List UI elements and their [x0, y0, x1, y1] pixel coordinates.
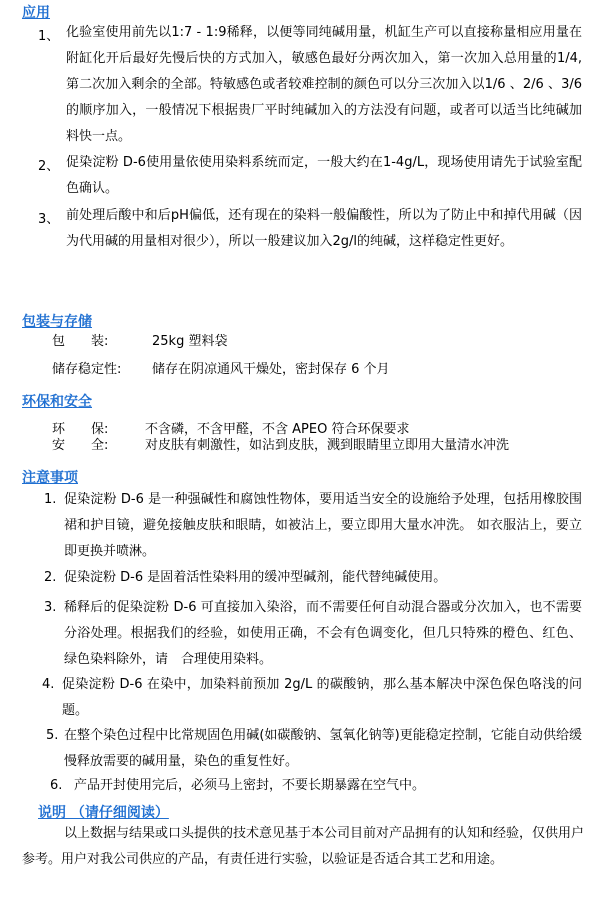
notes-item-4-text: 促染淀粉 D-6 在染中，加染料前预加 2g/L 的碳酸钠，那么基本解决中深色保色咯浅的问题。 — [62, 677, 582, 718]
storage-value: 储存在阴凉通风干燥处，密封保存 6 个月 — [152, 362, 390, 377]
packaging-label: 包 装: — [52, 334, 109, 349]
packaging-heading: 包装与存储 — [22, 314, 92, 330]
env-value: 不含磷，不含甲醛，不含 APEO 符合环保要求 — [145, 422, 410, 437]
notes-item-3-text: 稀释后的促染淀粉 D-6 可直接加入染浴，而不需要任何自动混合器或分次加入，也不需要分浴处理。根据我们的经验，如使用正确，不会有色调变化，但几只特殊的橙色、红色、绿色染料除外，请 合理使用染料。 — [64, 600, 582, 667]
usage-item-3-text: 前处理后酸中和后pH偏低，还有现在的染料一般偏酸性，所以为了防止中和掉代用碱（因为代用碱的用量相对很少），所以一般建议加入2g/l的纯碱，这样稳定性更好。 — [66, 208, 582, 249]
disclaimer-heading: 说明 （请仔细阅读） — [38, 805, 169, 821]
usage-item-2-text: 促染淀粉 D-6使用量依使用染料系统而定，一般大约在1-4g/L，现场使用请先于试验室配色确认。 — [66, 155, 582, 196]
notes-item-2-text: 促染淀粉 D-6 是固着活性染料用的缓冲型碱剂，能代替纯碱使用。 — [64, 570, 447, 585]
disclaimer-text: 以上数据与结果或口头提供的技术意见基于本公司目前对产品拥有的认知和经验，仅供用户参考。用户对我公司供应的产品，有责任进行实验，以验证是否适合其工艺和用途。 — [22, 826, 585, 867]
env-label: 环 保: — [52, 422, 109, 437]
notes-item-2-number: 2. — [44, 570, 57, 585]
usage-item-3-number: 3、 — [38, 212, 60, 227]
usage-item-1-text: 化验室使用前先以1:7 - 1:9稀释，以便等同纯碱用量，机缸生产可以直接称量相应用量在附缸化开后最好先慢后快的方式加入，敏感色最好分两次加入，第一次加入总用量的1/4,第二次加入剩余的全部。特敏感色或者较难控制的颜色可以分三次加入以1/6 、2/6 、3/6的顺序加入，一般情况下根据贵厂平时纯碱加入的方法没有问题，或者可以适当比纯碱加料快一点。 — [66, 25, 582, 144]
usage-heading: 应用 — [22, 5, 50, 21]
notes-item-1-text: 促染淀粉 D-6 是一种强碱性和腐蚀性物体，要用适当安全的设施给予处理，包括用橡胶围裙和护目镜，避免接触皮肤和眼睛，如被沾上，要立即用大量水冲洗。 如衣服沾上，要立即更换并喷淋。 — [64, 492, 582, 559]
notes-item-1-number: 1. — [44, 492, 57, 507]
notes-heading: 注意事项 — [22, 470, 78, 486]
notes-item-6-number: 6. — [50, 778, 63, 793]
safety-value: 对皮肤有刺激性，如沾到皮肤，溅到眼睛里立即用大量清水冲洗 — [145, 438, 510, 453]
notes-item-3-number: 3. — [44, 600, 57, 615]
safety-label: 安 全: — [52, 438, 109, 453]
notes-item-4-number: 4. — [42, 677, 55, 692]
notes-item-5-text: 在整个染色过程中比常规固色用碱(如碳酸钠、氢氧化钠等)更能稳定控制，它能自动供给缓慢释放需要的碱用量，染色的重复性好。 — [64, 728, 582, 769]
notes-item-6-text: 产品开封使用完后，必须马上密封，不要长期暴露在空气中。 — [74, 778, 426, 793]
usage-item-1-number: 1、 — [38, 29, 60, 44]
env-safety-heading: 环保和安全 — [22, 394, 92, 410]
packaging-value: 25kg 塑料袋 — [152, 334, 228, 349]
notes-item-5-number: 5. — [46, 728, 59, 743]
usage-item-2-number: 2、 — [38, 159, 60, 174]
storage-label: 储存稳定性: — [52, 362, 122, 377]
